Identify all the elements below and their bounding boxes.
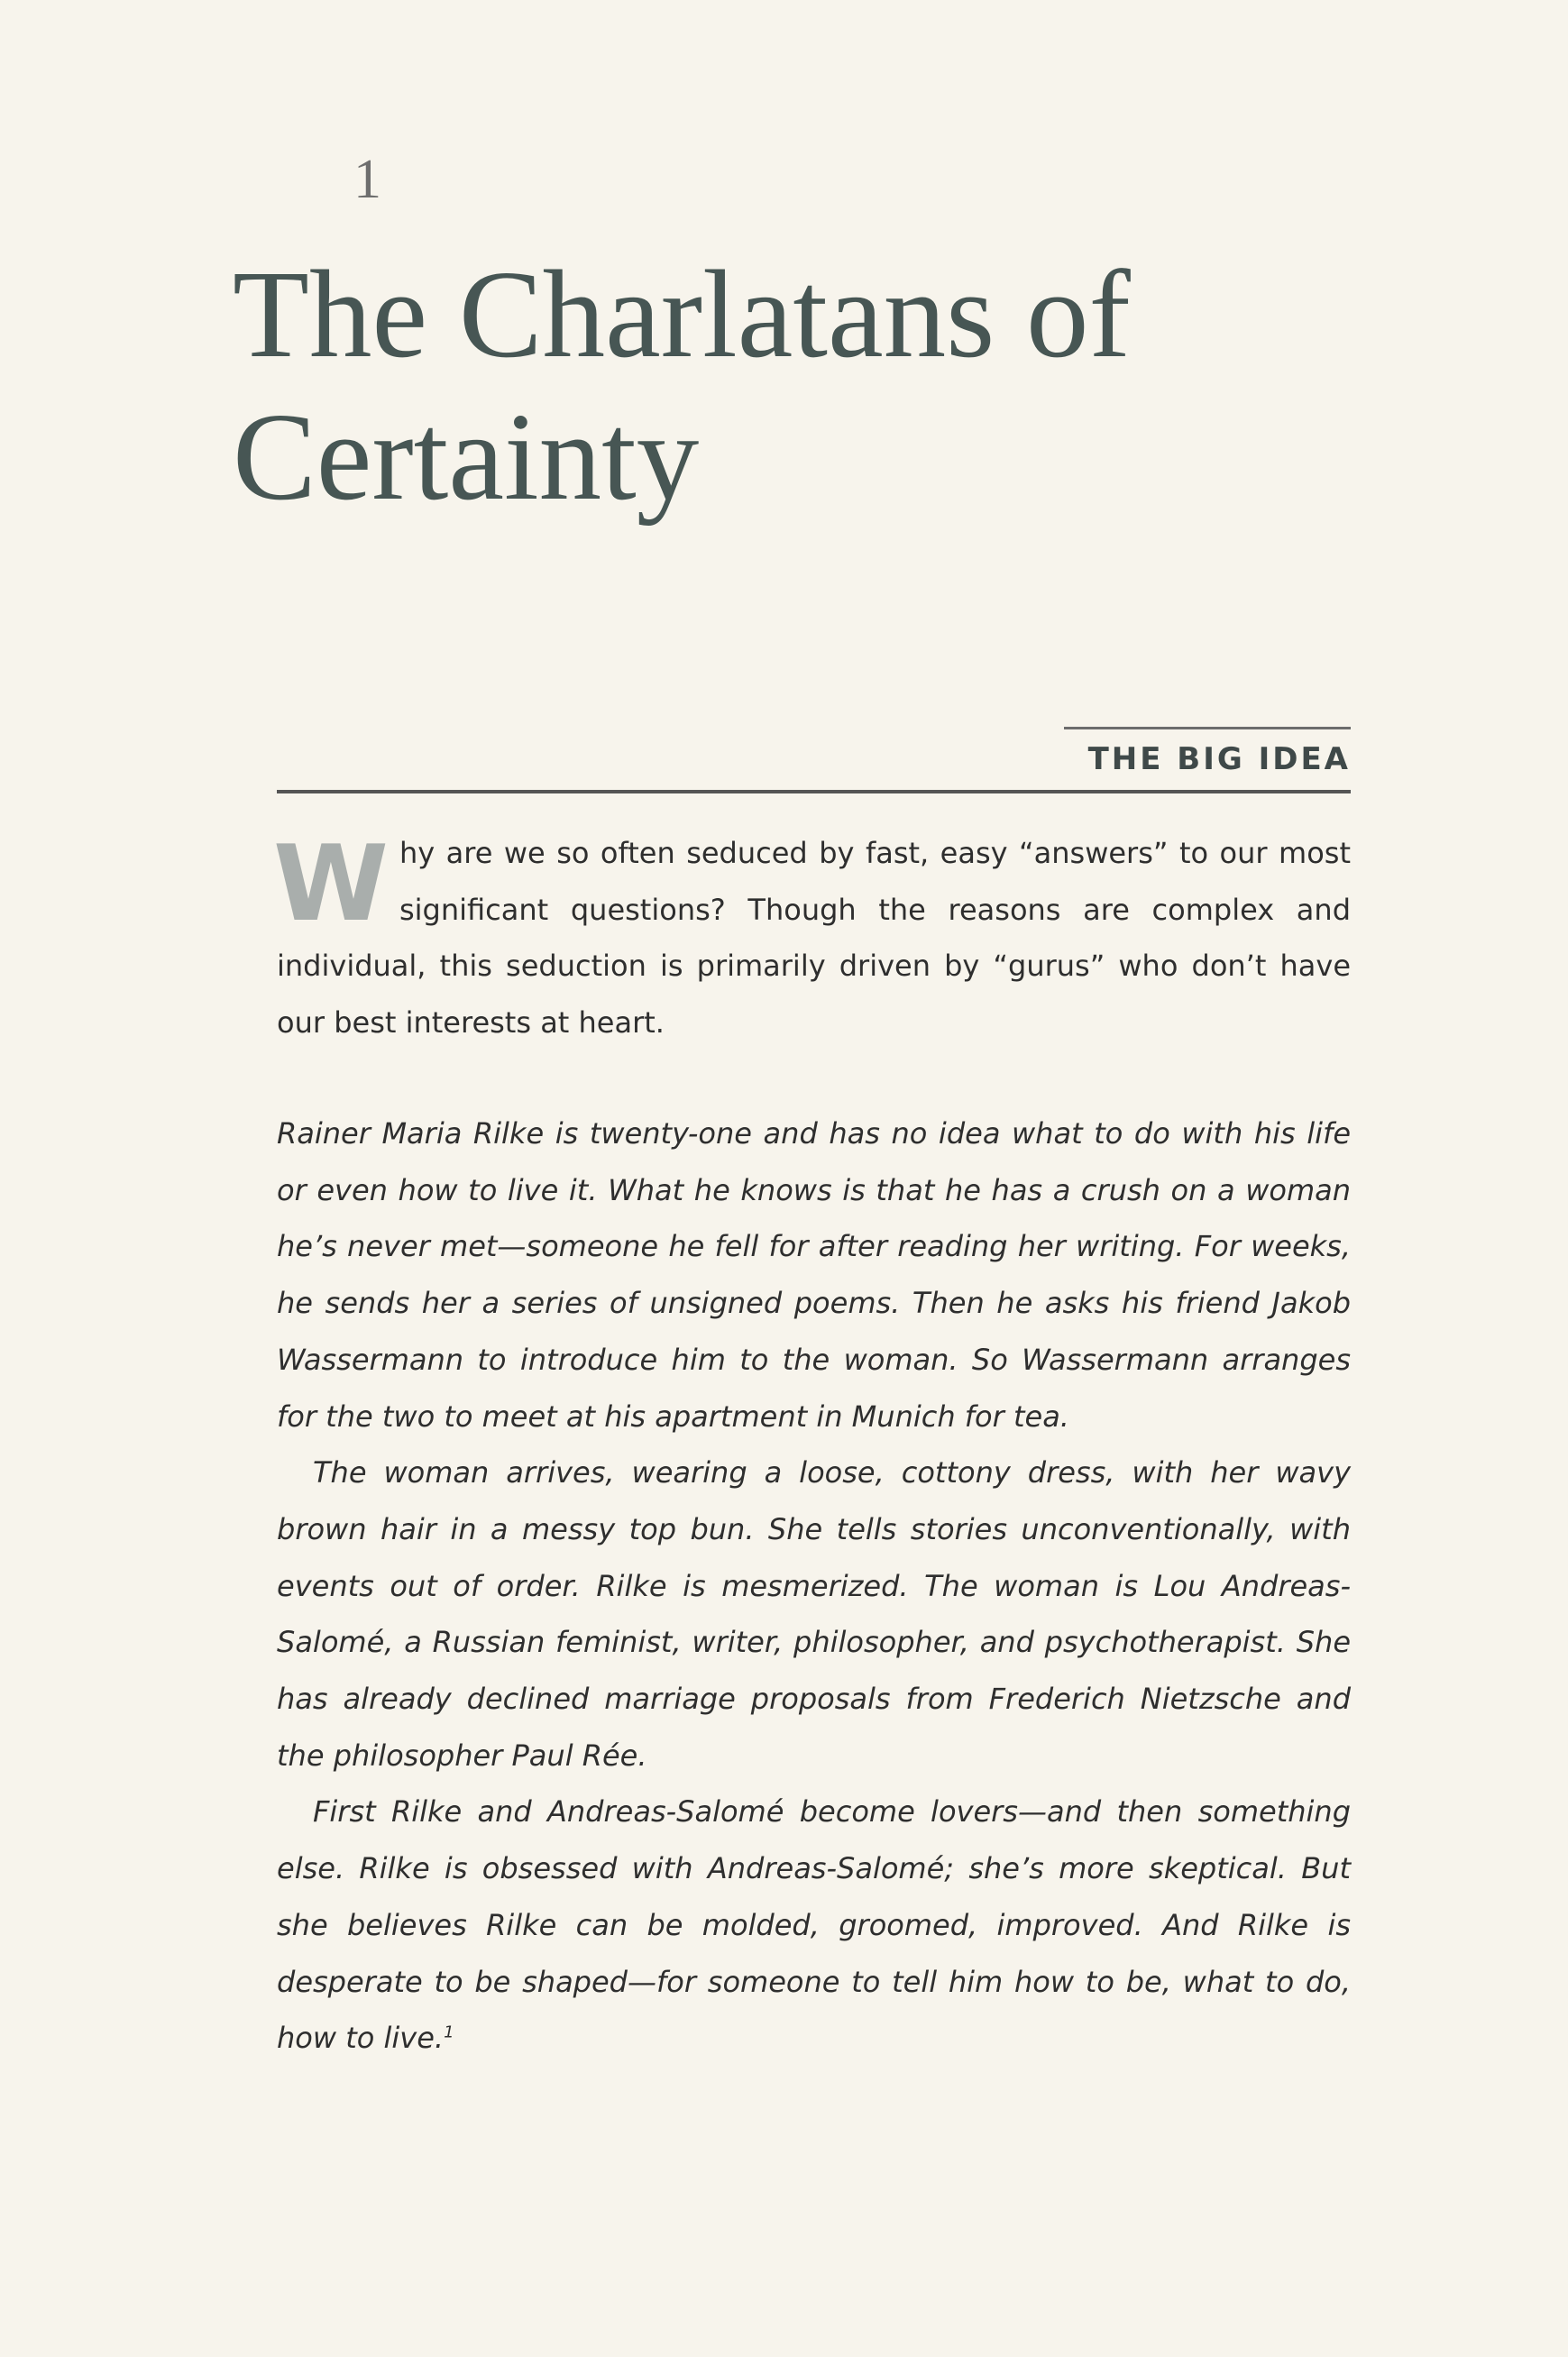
narrative-paragraph-text: Rainer Maria Rilke is twenty-one and has no idea what to do with his life or even how to live it. What he knows is that he has a crush on a woman he’s never met—someone he fell for after reading her writing. For weeks, he sends her a series of unsigned poems. Then he asks his friend Jakob Wassermann to introduce him to the woman. So Wassermann arranges for the two to meet at his apartment in Munich for tea. bbox=[277, 1116, 1351, 1434]
chapter-title: The Charlatans of Certainty bbox=[233, 245, 1131, 527]
big-idea-top-rule bbox=[1064, 727, 1351, 729]
chapter-number: 1 bbox=[353, 149, 381, 210]
big-idea-text: hy are we so often seduced by fast, easy “answers” to our most significant questions? Though the reasons are complex and individual, this seduction is primarily driven by “gurus” who don’t have our best interests at heart. bbox=[277, 836, 1351, 1040]
narrative-paragraph-text: The woman arrives, wearing a loose, cottony dress, with her wavy brown hair in a messy top bun. She tells stories unconventionally, with events out of order. Rilke is mesmerized. The woman is Lou Andreas-Salomé, a Russian feminist, writer, philosopher, and psychotherapist. She has already declined marriage proposals from Frederich Nietzsche and the philosopher Paul Rée. bbox=[277, 1455, 1351, 1773]
narrative-paragraph-text: First Rilke and Andreas-Salomé become lovers—and then something else. Rilke is obsessed with Andreas-Salomé; she’s more skeptical. But she believes Rilke can be molded, groomed, improved. And Rilke is desperate to be shaped—for someone to tell him how to be, what to do, how to live. bbox=[277, 1794, 1351, 2056]
drop-cap: W bbox=[273, 823, 389, 945]
narrative-paragraph bbox=[277, 1105, 1351, 1444]
narrative-paragraph bbox=[277, 1444, 1351, 1784]
big-idea-divider bbox=[277, 790, 1351, 793]
big-idea-paragraph bbox=[273, 823, 1351, 1050]
footnote-reference[interactable]: 1 bbox=[444, 2022, 454, 2042]
narrative-section bbox=[277, 1105, 1351, 2067]
narrative-paragraph bbox=[277, 1784, 1351, 2067]
big-idea-heading: THE BIG IDEA bbox=[1087, 741, 1351, 777]
